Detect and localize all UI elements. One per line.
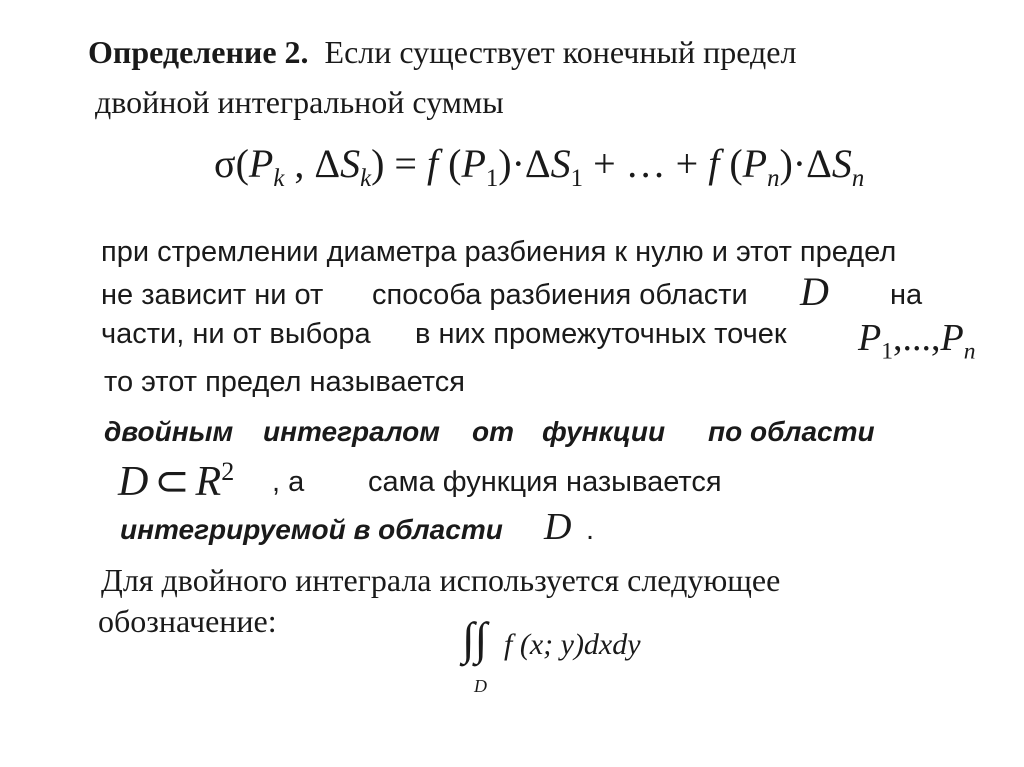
- line-D-text: сама функция называется: [368, 466, 722, 498]
- definition-line-1: [88, 34, 796, 71]
- integrable-period: .: [586, 514, 595, 546]
- R-symbol: R: [195, 459, 222, 505]
- para-line-1: при стремлении диаметра разбиения к нулю и этот предел: [101, 236, 897, 268]
- notation-line-1: Для двойного интеграла используется следующее: [101, 562, 781, 598]
- term-word-1: двойным: [104, 416, 234, 447]
- integral-sum-formula: $\sigma(P_k$ , $\Delta S_k) = f$ $(P_1)\cdot\Delta S_1$ + … + f $(P_n)\cdot\Delta S_n$: [214, 141, 865, 192]
- point-P: P: [940, 317, 964, 359]
- para-line-3b: в них промежуточных точек: [415, 318, 787, 350]
- para-line-4: то этот предел называется: [104, 366, 465, 398]
- definition-line-2: двойной интегральной суммы: [95, 84, 504, 120]
- domain-D: D: [118, 459, 149, 505]
- points-P1-Pn: [858, 316, 976, 366]
- double-integral-sign: ∫∫: [462, 613, 488, 664]
- para-line-2b: способа разбиения области: [372, 279, 748, 311]
- term-word-5: по области: [708, 416, 875, 447]
- point-subscript-1: 1: [881, 338, 893, 365]
- integrable-text: интегрируемой в области: [120, 514, 503, 545]
- R-exponent: 2: [221, 457, 235, 486]
- point-P: P: [858, 317, 882, 359]
- term-word-4: функции: [542, 416, 666, 447]
- domain-D-symbol: D: [800, 269, 829, 314]
- line-D-comma-a: , а: [272, 466, 305, 498]
- term-word-3: от: [472, 416, 514, 447]
- notation-line-2: обозначение:: [98, 603, 277, 639]
- definition-label: Определение 2.: [88, 34, 309, 70]
- points-ellipsis: ,...,: [893, 317, 941, 359]
- integral-domain-subscript: D: [474, 676, 487, 696]
- integral-expression: f (x; y)dxdy: [504, 628, 641, 661]
- point-subscript-n: n: [963, 338, 976, 365]
- para-line-2a: не зависит ни от: [101, 279, 324, 311]
- D-subset-R2: [118, 456, 234, 506]
- para-line-2c: на: [890, 279, 923, 311]
- term-word-2: интегралом: [263, 416, 440, 447]
- subset-symbol: ⊂: [154, 459, 190, 505]
- para-line-3a: части, ни от выбора: [101, 318, 371, 350]
- definition-text-1: Если существует конечный предел: [324, 34, 797, 70]
- integrable-D: D: [544, 506, 572, 548]
